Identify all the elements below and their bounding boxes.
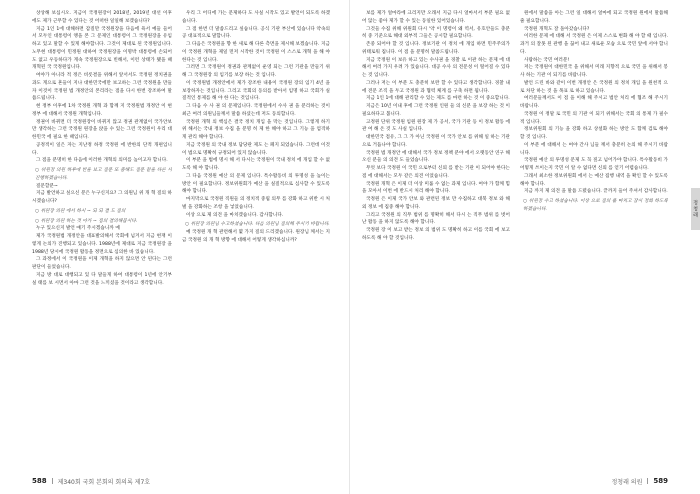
paragraph: 국정원 개혁 은 이제 더 이상 미룰 수 없는 과제 입니다. 여야 가 함께 힘을 모아서 이번 에 반드시 처리 해야 합니다. <box>362 181 510 195</box>
paragraph: 정보위원회 의 기능 을 강화 하고 상설화 하는 방안 도 함께 검토 해야 할 것 입니다. <box>520 127 668 140</box>
paragraph: 무엇 보다 국정원 이 국민 으로부터 신뢰 를 받는 기관 이 되어야 한다는 점 에 대해서는 모두 같은 의견 이었습니다. <box>362 166 510 179</box>
paragraph: 정권이 바뀌면 더 국정원장이 바뀌지 않고 정권 관계없이 국가안보만 생각하는 그런 국정원 원장을 앉을 수 있는 그런 국정원이 우리 대한민국 에 필요 한 때입니다. <box>32 119 172 140</box>
left-page-number: 588 <box>32 477 47 485</box>
footer-divider <box>647 478 648 484</box>
paragraph: 보를 제가 얼마라에 크리지만 오래서 지금 다시 얼마서서 부분 필요 없어 않는 좋아 제가 할 수 있는 동일한 있어있습니다. <box>362 11 510 24</box>
paragraph: 지금 방 대로 대행되고 있 다 말들게 하여 대통령이 1년에 안기부 실 태를 보 시면서 아마 그런 것을 느끼셨을 것이라고 생각합니다. <box>32 272 172 286</box>
paragraph: 이러한 문제 에 대해 서 국정원 은 이제 스스로 변화 해 야 할 때 입니다. 과거 의 잘못 된 관행 을 끊어 내고 새로운 모습 으로 국민 앞에 서야 합니다. <box>520 34 668 55</box>
paragraph: 이 국정원법 개정안에서 제가 강조한 내용이 국정원 장의 임기 4년 을 보장하자는 것입니다. 그리고 국회의 동의를 받아서 임명 하고 국회가 실질적인 통제를 해 야 한 다는 것입니다. <box>182 80 330 102</box>
paragraph: 이 부분 에 대해서 는 여야 간사 님들 께서 충분히 논의 해 주시기 바랍니다. <box>520 142 668 156</box>
paragraph: 누구 있으신지 발언 얘기 주시겠습니까 예 <box>36 226 120 232</box>
left-footer <box>32 476 150 486</box>
paragraph: ○ 위원장 의원 하는 것 아가 ~ 집의 결의해봅시다. <box>35 218 138 224</box>
left-running-title: 제340회 국회 본회의 회의록 제7호 <box>57 478 151 486</box>
paragraph: 그 점을 분명히 한 다음에 이러한 개혁의 의미를 높이고자 합니다. <box>36 158 168 164</box>
paragraph: 저는 국정원이 대한민국 을 위해서 미래 지향적 으로 국민 을 위해서 봉사 하는 기관 이 되기를 바랍니다. <box>520 65 668 78</box>
left-page-column-1 <box>32 10 172 475</box>
paragraph: 여러분들께서도 이 점 을 이해 해 주시고 법안 처리 에 협조 해 주시기 바랍니다. <box>520 96 668 109</box>
paragraph: 현 정부 이후에 1차 국정원 개혁 과 함께 지 국정원법 개정안 이 현 정부 에 대해서 국정원 개혁입니다. <box>32 104 172 117</box>
paragraph: 지금 국정원 의 국내 정보 담당관 제도 는 폐지 되었습니다. 그런데 이것이 법으로 명확히 규정되어 있지 않습니다. <box>182 142 330 156</box>
paragraph: 그러면 그 국정원이 정권과 관계없이 운영 되는 그런 기관을 만들기 위해 그 국정원장 의 임기를 보장 하는 것 입니다. <box>182 65 330 78</box>
paragraph: 공정적이 일은 자는 지난정 하정 국정원 에 반한의 단적 개편입니다. <box>32 142 172 156</box>
paragraph: 원에서 말씀을 아는 그런 일 대해서 얼마에 되고 국정원 원에서 말씀해 줄 필요합니다. <box>520 11 668 24</box>
paragraph: 고정원 단위 국정원 임원 원장 제 가 공서, 국가 기관 등 이 정보 활동 에 관 여 해 온 것 도 사실 입니다. <box>362 119 510 133</box>
paragraph: 이상 으로 제 의견 을 마치겠습니다. 감사합니다. <box>186 212 284 218</box>
paragraph: 국정원 은 이제 국가 안보 와 관련된 정보 만 수집하고 대북 정보 와 해외 정보 에 집중 해야 합니다. <box>362 197 510 210</box>
paragraph: 사람하는 국민 여러분! <box>524 57 570 63</box>
paragraph: 그 다음은 국정원을 향 한 새로 해 다른 측면을 제시해 보겠습니다. 지금 이 국정원 개혁을 제일 먼저 시작한 것이 국정원 이 스스로 개혁 을 해 야 한다는 것 입니다. <box>182 42 330 63</box>
paragraph: 지금 까지 제 의견 을 말씀 드렸습니다. 끝까지 들어 주셔서 감사합니다. <box>524 189 668 195</box>
paragraph: 그래서 최소한 정보위원회 에서 는 예산 집행 내역 을 확인 할 수 있도록 해야 합니다. <box>520 173 668 187</box>
paragraph: ○ 위원장 의원 하루에 반을 보고 질문 또 종해도 질문 끝을 다른 시 진행하겠습니다. <box>35 168 172 181</box>
paragraph: 국정원 개혁도 잘 돌아갔습니다? <box>524 26 590 32</box>
paragraph: 국정원 개혁 의 핵심은 결국 정치 개입 을 막는 것입니다. 그렇게 하기 위 해서는 국내 정보 수집 을 분명 히 제 한 해야 하고 그 기능 을 엄격하게 관리 해야 합니다. <box>182 119 330 140</box>
paragraph: 그 다음 수 사 권 의 문제입니다. 국정원에서 수사 권 을 분리하는 것이 최근 여러 의원님들께서 말씀 하셨는데 저도 동의합니다. <box>182 104 330 117</box>
right-page-column-1 <box>362 10 510 475</box>
paragraph: 이 부분 을 법에 명시 해 서 다시는 국정원이 국내 정치 에 개입 할 수 없도록 해 야 합니다. <box>182 158 330 171</box>
paragraph: 그러나 저는 이 부분 도 충분히 보완 할 수 있다고 생각합니다. 경찰 내에 전문 조직 을 두고 국정원 과 협력 체계 를 구축 하면 됩니다. <box>362 80 510 94</box>
paragraph: 지금 발언하고 싶으신 분은 누구신지요? 그 의원님 위 개 혁 질의 하시겠습니다? <box>32 191 172 204</box>
paragraph: ○ 위원장 의원님 수고하셨습니다. 다음 의원님 질의해 주시기 바랍니다. <box>185 222 330 228</box>
paragraph: ○ 위원장 수고 하셨습니다. 이상 으로 질의 를 마치고 잠시 정회 하도록 하겠습니다. <box>523 199 668 212</box>
paragraph: 존중 되어야 할 것 입니다. 정보기관 이 정치 에 개입 하면 민주주의가 위태로워 집니다. 이 점 을 분명히 말씀드립니다. <box>362 42 510 55</box>
paragraph: 그 과정에서 이 국정원을 이제 개혁을 하지 않으면 안 된다는 그런 판단이 들었습니다. <box>32 257 172 270</box>
paragraph: 대한민국 점유, 그 그 가 아닌 국정원 이 국가 안보 를 위해 일 하는 기관 으로 거듭나야 합니다. <box>362 135 510 148</box>
paragraph: 지금 국정원 이 보유 하고 있는 수사권 을 경찰 로 이관 하는 문제 에 대해서 여러 가지 우려 가 있습니다. 대공 수사 의 전문성 이 떨어질 수 있다는 것 입니다. <box>362 57 510 78</box>
right-running-title: 정청래 의원 <box>611 478 643 486</box>
paragraph: 지금 1인 1에 대해하면 갑질만 국정원장을 다음에 욕서 예들 들어서 모두인 대통령이 앵을 본 그 문제인 대통령이 그 국정원장을 유임하고 있고 말할 수 있게 해야합니다. 그것이 제대로 된 국정원입니다. 노무현 대통령이 민정원 대하여 국정원장을 이명박 대통령에 손되어도 없고 우등하다가 게속 국정원장으로 빈해서, 이런 상태가 됐을 때 개혁된 국 국정원입니다. <box>32 26 172 71</box>
paragraph: 국정원 이 정말 로 국민 의 기관 이 되기 위해서는 국회 의 통제 가 필수적 입니다. <box>520 111 668 125</box>
paragraph: 지금은 10년 이내 후에 그런 국정원 인원 들 의 신분 을 보장 하는 것 이 필요하다고 봅니다. <box>362 104 510 117</box>
paragraph: 질문할분~ <box>36 183 58 189</box>
paragraph: 마지막으로 국정원 직원들 의 정치적 중립 의무 를 강화 하고 위반 시 처벌 을 강화하는 조항 을 넣었습니다. <box>182 197 330 210</box>
paragraph: 국정원 장 이 보고 받는 정보 의 범위 도 명확히 하고 이를 국회 에 보고 하도록 해 야 할 것입니다. <box>362 228 510 241</box>
right-footer <box>611 476 668 486</box>
footer-divider <box>52 478 53 484</box>
paragraph: 그 점 한번 더 말씀드리고 싶습니다. 공식 기관 부산에 있습니다 약속의 공 대표적으로 말합니다. <box>182 26 330 40</box>
paragraph: 국정원 예산 의 투명성 문제 도 꼭 짚고 넘어가야 합니다. 특수활동비 가 어떻게 쓰이는지 국민 이 알 수 없다면 신뢰 를 얻기 어렵습니다. <box>520 158 668 171</box>
paragraph: 발언 드린 바와 같이 이번 개정안 은 국정원 의 정치 개입 을 원천적 으로 차단 하는 것 을 목표 로 하고 있습니다. <box>520 80 668 94</box>
paragraph: 상상해 보십시오. 지금이 국정원장이 2018년, 2019년 대선 이후에도 제가 근무할 수 있다는 것 어떠한 일일해 보겠습니다? <box>32 11 172 24</box>
right-page-number: 589 <box>653 477 668 485</box>
paragraph: 예 국정원 개 혁 관련해서 몇 가지 질의 드리겠습니다. 원장님 께서는 지금 국정원 의 개 혁 방향 에 대해서 어떻게 생각하십니까? <box>182 230 330 243</box>
right-page <box>350 0 700 494</box>
left-page-column-2 <box>182 10 330 475</box>
speaker-side-tab: 정청래 <box>691 188 700 230</box>
paragraph: 그것들 수집 위해 위원회 다시 '약 이 명령이 왜 역서, 유호안들도 충분히 중 기준으로 해대 외부적 그들은 공시할 필요합니다. <box>362 26 510 40</box>
paragraph: 국정원 법 개정안 에 대해서 국가 정보 정책 분야 에서 오랫동안 연구 해 오신 분들 의 의견 도 들었습니다. <box>362 150 510 164</box>
paragraph: ○ 위원장 의원 에서 하시 ~ 되 되 결 드 질의 <box>35 208 126 214</box>
paragraph: 그 다음 국정원 예산 의 문제 입니다. 특수활동비 의 투명성 을 높이는 방안 이 필요합니다. 정보위원회가 예산 을 실질적으로 심사할 수 있도록 해야 합니다. <box>182 173 330 195</box>
paragraph: 제가 국정원법 개정안을 대표발의해서 국회에 넘겨서 지금 현재 이렇게 논의가 진행되고 있습니다. 1988년에 제대로 지금 국정원장 을 1988년 당시에 국정원 활동을 정면으로 심의한 바 있습니다. <box>32 234 172 255</box>
paragraph: 우리 그 어디에 가는 문제하다 도 사실 시작도 있고 발언이 되도록 하겠습니다. <box>182 11 330 24</box>
paragraph: 그리고 국정원 의 직무 범위 를 명확히 해서 다시 는 직무 범위 를 벗어난 활동 을 하지 않도록 해야 합니다. <box>362 212 510 226</box>
paragraph: 여야가 아니라 적 정은 비롯결을 위해서 앞서서도 국정원 정치권을 과도 게으로 흔들이 지나 대한민국에만 보고하는 그런 국정원을 만들자 이것이 국정원 법 개정안의 본리라는 점을 다시 한번 강조하여 말씀드립니다. <box>32 73 172 102</box>
paragraph: 지금 1인 1에 대해 관리할 수 있는 제도 를 마련 하는 것 이 중요합니다. <box>366 96 510 102</box>
right-page-column-2 <box>520 10 668 475</box>
